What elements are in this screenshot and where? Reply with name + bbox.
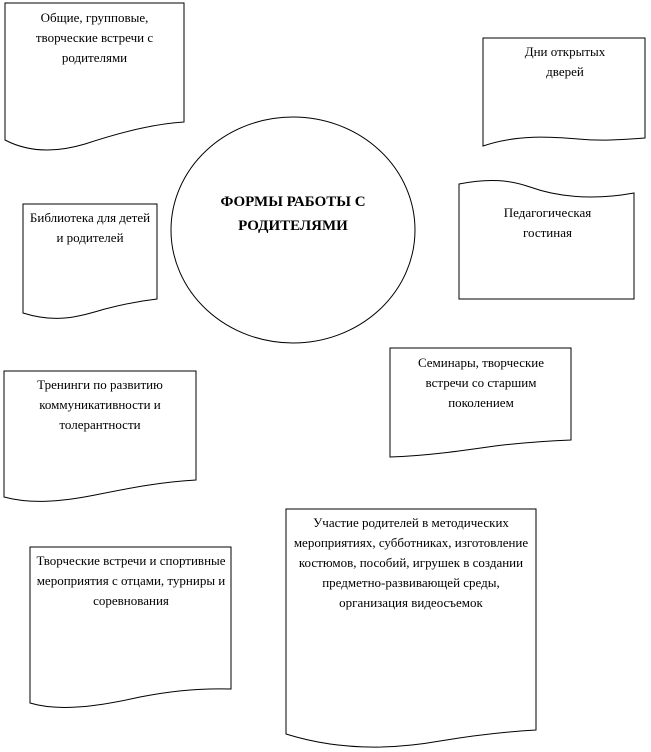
node-label-fathers-events: Творческие встречи и спортивные мероприятия с отцами, турниры и соревнования [36, 553, 226, 608]
node-label-parent-participation: Участие родителей в методических мероприятиях, субботниках, изготовление костюмов, пособий, игрушек в создании предметно-развивающей среды, организация видеосъемок [293, 515, 529, 610]
node-label-library: Библиотека для детей и родителей [29, 210, 151, 245]
node-label-general-meetings: Общие, групповые, творческие встречи с родителями [35, 10, 154, 65]
node-label-trainings: Тренинги по развитию коммуникативности и толерантности [37, 377, 163, 432]
node-label-open-days: Дни открытых дверей [524, 44, 606, 79]
node-label-seminars: Семинары, творческие встречи со старшим поколением [417, 355, 545, 410]
center-title: ФОРМЫ РАБОТЫ С РОДИТЕЛЯМИ [220, 194, 366, 234]
node-label-pedagogical-lounge: Педагогическая гостиная [503, 205, 592, 240]
